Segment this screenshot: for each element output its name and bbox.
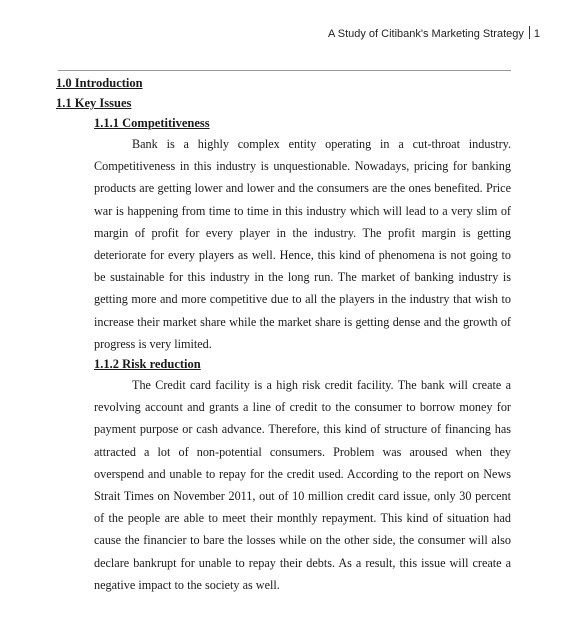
header-divider	[58, 70, 511, 71]
heading-introduction: 1.0 Introduction	[56, 76, 143, 90]
document-body	[56, 75, 512, 597]
paragraph-risk-reduction: The Credit card facility is a high risk credit facility. The bank will create a revolving account and grants a line of credit to the consumer to borrow money for payment purpose or cash advance. Therefore, this kind of structure of financing has attracted a lot of non-potential consumers. Problem was aroused when they overspend and unable to repay for the credit used. According to the report on News Strait Times on November 2011, out of 10 million credit card issue, only 30 percent of the people are able to meet their monthly repayment. This kind of situation had cause the financier to bare the losses while on the other side, the consumer will also declare bankrupt for unable to repay their debts. As a result, this issue will create a negative impact to the society as well.	[94, 378, 511, 592]
running-header	[328, 26, 540, 40]
paragraph-competitiveness: Bank is a highly complex entity operating in a cut-throat industry. Competitiveness in this industry is unquestionable. Nowadays, pricing for banking products are getting lower and lower and the consumers are the ones benefited. Price war is happening from time to time in this industry which will lead to a very slim of margin of profit for every player in the industry. The profit margin is getting deteriorate for every players as well. Hence, this kind of phenomena is not going to be sustainable for this industry in the long run. The market of banking industry is getting more and more competitive due to all the players in the industry that wish to increase their market share while the market share is getting dense and the growth of progress is very limited.	[94, 137, 511, 351]
heading-risk-reduction: 1.1.2 Risk reduction	[94, 357, 201, 372]
header-separator	[529, 26, 530, 39]
page-number: 1	[533, 28, 540, 40]
running-header-title: A Study of Citibank's Marketing Strategy	[327, 28, 524, 40]
heading-key-issues: 1.1 Key Issues	[56, 96, 132, 110]
heading-competitiveness: 1.1.1 Competitiveness	[94, 116, 210, 130]
